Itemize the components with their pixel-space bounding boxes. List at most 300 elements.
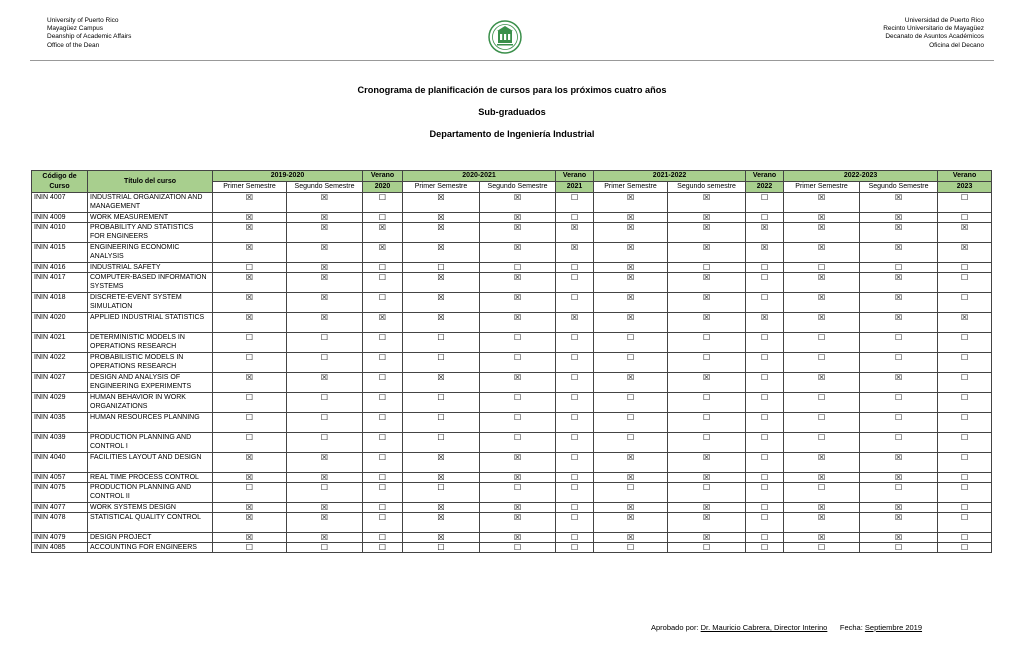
checked-checkbox-icon: ☒	[403, 193, 480, 213]
course-row	[32, 543, 992, 553]
course-title: DISCRETE-EVENT SYSTEM SIMULATION	[88, 293, 213, 313]
checked-checkbox-icon: ☒	[213, 533, 287, 543]
document-subtitle-level: Sub-graduados	[478, 107, 546, 117]
year-header: 2019-2020	[213, 171, 363, 182]
unchecked-checkbox-icon: ☐	[556, 473, 594, 483]
unchecked-checkbox-icon: ☐	[556, 353, 594, 373]
summer-header: Verano	[746, 171, 784, 182]
unchecked-checkbox-icon: ☐	[784, 353, 860, 373]
unchecked-checkbox-icon: ☐	[938, 413, 992, 433]
course-row	[32, 353, 992, 373]
summer-header: Verano	[556, 171, 594, 182]
unchecked-checkbox-icon: ☐	[556, 393, 594, 413]
unchecked-checkbox-icon: ☐	[480, 413, 556, 433]
checked-checkbox-icon: ☒	[594, 193, 668, 213]
unchecked-checkbox-icon: ☐	[556, 483, 594, 503]
year-header: 2022-2023	[784, 171, 938, 182]
unchecked-checkbox-icon: ☐	[860, 433, 938, 453]
unchecked-checkbox-icon: ☐	[213, 333, 287, 353]
course-schedule-table	[31, 170, 992, 553]
checked-checkbox-icon: ☒	[213, 453, 287, 473]
course-row	[32, 513, 992, 533]
checked-checkbox-icon: ☒	[403, 503, 480, 513]
checked-checkbox-icon: ☒	[594, 243, 668, 263]
unchecked-checkbox-icon: ☐	[287, 433, 363, 453]
unchecked-checkbox-icon: ☐	[403, 483, 480, 503]
checked-checkbox-icon: ☒	[287, 503, 363, 513]
unchecked-checkbox-icon: ☐	[938, 473, 992, 483]
unchecked-checkbox-icon: ☐	[746, 483, 784, 503]
checked-checkbox-icon: ☒	[668, 223, 746, 243]
unchecked-checkbox-icon: ☐	[480, 483, 556, 503]
checked-checkbox-icon: ☒	[668, 453, 746, 473]
unchecked-checkbox-icon: ☐	[938, 273, 992, 293]
checked-checkbox-icon: ☒	[668, 213, 746, 223]
course-title: PRODUCTION PLANNING AND CONTROL I	[88, 433, 213, 453]
checked-checkbox-icon: ☒	[784, 223, 860, 243]
course-title: REAL TIME PROCESS CONTROL	[88, 473, 213, 483]
checked-checkbox-icon: ☒	[860, 273, 938, 293]
checked-checkbox-icon: ☒	[746, 313, 784, 333]
unchecked-checkbox-icon: ☐	[938, 373, 992, 393]
header-left-line: Office of the Dean	[47, 41, 100, 49]
unchecked-checkbox-icon: ☐	[213, 413, 287, 433]
checked-checkbox-icon: ☒	[594, 503, 668, 513]
checked-checkbox-icon: ☒	[938, 313, 992, 333]
checked-checkbox-icon: ☒	[287, 453, 363, 473]
unchecked-checkbox-icon: ☐	[746, 293, 784, 313]
course-code: ININ 4010	[32, 223, 88, 243]
checked-checkbox-icon: ☒	[594, 223, 668, 243]
summer-year-header: 2023	[938, 182, 992, 193]
semester-header: Primer Semestre	[213, 182, 287, 193]
course-code: ININ 4016	[32, 263, 88, 273]
header-left-line: Deanship of Academic Affairs	[47, 33, 132, 41]
checked-checkbox-icon: ☒	[556, 243, 594, 263]
course-row	[32, 373, 992, 393]
unchecked-checkbox-icon: ☐	[556, 373, 594, 393]
checked-checkbox-icon: ☒	[556, 313, 594, 333]
unchecked-checkbox-icon: ☐	[668, 263, 746, 273]
course-code: ININ 4029	[32, 393, 88, 413]
unchecked-checkbox-icon: ☐	[668, 483, 746, 503]
unchecked-checkbox-icon: ☐	[213, 263, 287, 273]
checked-checkbox-icon: ☒	[594, 513, 668, 533]
approved-by: Dr. Mauricio Cabrera, Director Interino	[700, 623, 828, 632]
course-title: DESIGN AND ANALYSIS OF ENGINEERING EXPERIMENTS	[88, 373, 213, 393]
unchecked-checkbox-icon: ☐	[403, 433, 480, 453]
unchecked-checkbox-icon: ☐	[860, 413, 938, 433]
unchecked-checkbox-icon: ☐	[480, 543, 556, 553]
checked-checkbox-icon: ☒	[784, 213, 860, 223]
checked-checkbox-icon: ☒	[860, 213, 938, 223]
course-row	[32, 533, 992, 543]
unchecked-checkbox-icon: ☐	[746, 393, 784, 413]
unchecked-checkbox-icon: ☐	[938, 353, 992, 373]
unchecked-checkbox-icon: ☐	[363, 213, 403, 223]
unchecked-checkbox-icon: ☐	[594, 413, 668, 433]
course-title: PROBABILITY AND STATISTICS FOR ENGINEERS	[88, 223, 213, 243]
unchecked-checkbox-icon: ☐	[668, 333, 746, 353]
course-title: WORK SYSTEMS DESIGN	[88, 503, 213, 513]
checked-checkbox-icon: ☒	[213, 313, 287, 333]
unchecked-checkbox-icon: ☐	[556, 273, 594, 293]
semester-header: Primer Semestre	[403, 182, 480, 193]
unchecked-checkbox-icon: ☐	[403, 393, 480, 413]
unchecked-checkbox-icon: ☐	[746, 453, 784, 473]
summer-header: Verano	[363, 171, 403, 182]
checked-checkbox-icon: ☒	[668, 193, 746, 213]
course-code: ININ 4009	[32, 213, 88, 223]
course-code: ININ 4078	[32, 513, 88, 533]
unchecked-checkbox-icon: ☐	[213, 393, 287, 413]
unchecked-checkbox-icon: ☐	[403, 413, 480, 433]
course-code: ININ 4077	[32, 503, 88, 513]
course-title: STATISTICAL QUALITY CONTROL	[88, 513, 213, 533]
unchecked-checkbox-icon: ☐	[480, 333, 556, 353]
unchecked-checkbox-icon: ☐	[668, 353, 746, 373]
course-row	[32, 313, 992, 333]
checked-checkbox-icon: ☒	[480, 223, 556, 243]
checked-checkbox-icon: ☒	[594, 473, 668, 483]
checked-checkbox-icon: ☒	[213, 473, 287, 483]
course-title: COMPUTER-BASED INFORMATION SYSTEMS	[88, 273, 213, 293]
unchecked-checkbox-icon: ☐	[556, 293, 594, 313]
approval-footer	[651, 623, 922, 632]
checked-checkbox-icon: ☒	[668, 243, 746, 263]
unchecked-checkbox-icon: ☐	[938, 193, 992, 213]
checked-checkbox-icon: ☒	[668, 313, 746, 333]
unchecked-checkbox-icon: ☐	[403, 543, 480, 553]
course-row	[32, 333, 992, 353]
unchecked-checkbox-icon: ☐	[556, 193, 594, 213]
course-code: ININ 4027	[32, 373, 88, 393]
unchecked-checkbox-icon: ☐	[784, 543, 860, 553]
header-left-line: Mayagüez Campus	[47, 25, 103, 33]
unchecked-checkbox-icon: ☐	[746, 543, 784, 553]
unchecked-checkbox-icon: ☐	[594, 393, 668, 413]
semester-header: Segundo Semestre	[287, 182, 363, 193]
course-code: ININ 4021	[32, 333, 88, 353]
checked-checkbox-icon: ☒	[480, 473, 556, 483]
unchecked-checkbox-icon: ☐	[556, 333, 594, 353]
checked-checkbox-icon: ☒	[287, 473, 363, 483]
course-code: ININ 4007	[32, 193, 88, 213]
checked-checkbox-icon: ☒	[668, 473, 746, 483]
unchecked-checkbox-icon: ☐	[938, 263, 992, 273]
checked-checkbox-icon: ☒	[403, 313, 480, 333]
checked-checkbox-icon: ☒	[287, 373, 363, 393]
checked-checkbox-icon: ☒	[287, 243, 363, 263]
course-row	[32, 393, 992, 413]
course-code: ININ 4020	[32, 313, 88, 333]
document-subtitle-department: Departamento de Ingeniería Industrial	[429, 129, 595, 139]
checked-checkbox-icon: ☒	[594, 533, 668, 543]
unchecked-checkbox-icon: ☐	[746, 353, 784, 373]
unchecked-checkbox-icon: ☐	[784, 333, 860, 353]
unchecked-checkbox-icon: ☐	[363, 393, 403, 413]
checked-checkbox-icon: ☒	[480, 273, 556, 293]
course-row	[32, 213, 992, 223]
checked-checkbox-icon: ☒	[594, 373, 668, 393]
checked-checkbox-icon: ☒	[403, 533, 480, 543]
checked-checkbox-icon: ☒	[860, 473, 938, 483]
checked-checkbox-icon: ☒	[938, 223, 992, 243]
checked-checkbox-icon: ☒	[556, 223, 594, 243]
checked-checkbox-icon: ☒	[668, 513, 746, 533]
checked-checkbox-icon: ☒	[480, 513, 556, 533]
checked-checkbox-icon: ☒	[480, 453, 556, 473]
checked-checkbox-icon: ☒	[480, 503, 556, 513]
checked-checkbox-icon: ☒	[668, 373, 746, 393]
unchecked-checkbox-icon: ☐	[746, 333, 784, 353]
checked-checkbox-icon: ☒	[784, 503, 860, 513]
checked-checkbox-icon: ☒	[403, 293, 480, 313]
unchecked-checkbox-icon: ☐	[938, 433, 992, 453]
column-header-title: Título del curso	[88, 171, 213, 193]
checked-checkbox-icon: ☒	[213, 513, 287, 533]
unchecked-checkbox-icon: ☐	[860, 483, 938, 503]
course-title: HUMAN RESOURCES PLANNING	[88, 413, 213, 433]
unchecked-checkbox-icon: ☐	[556, 263, 594, 273]
course-row	[32, 413, 992, 433]
unchecked-checkbox-icon: ☐	[287, 393, 363, 413]
unchecked-checkbox-icon: ☐	[860, 353, 938, 373]
checked-checkbox-icon: ☒	[746, 243, 784, 263]
course-code: ININ 4057	[32, 473, 88, 483]
unchecked-checkbox-icon: ☐	[556, 453, 594, 473]
unchecked-checkbox-icon: ☐	[938, 503, 992, 513]
year-header: 2020-2021	[403, 171, 556, 182]
checked-checkbox-icon: ☒	[784, 373, 860, 393]
unchecked-checkbox-icon: ☐	[363, 353, 403, 373]
checked-checkbox-icon: ☒	[287, 263, 363, 273]
course-code: ININ 4039	[32, 433, 88, 453]
unchecked-checkbox-icon: ☐	[213, 353, 287, 373]
checked-checkbox-icon: ☒	[287, 193, 363, 213]
unchecked-checkbox-icon: ☐	[938, 483, 992, 503]
checked-checkbox-icon: ☒	[213, 213, 287, 223]
unchecked-checkbox-icon: ☐	[668, 433, 746, 453]
course-title: ACCOUNTING FOR ENGINEERS	[88, 543, 213, 553]
unchecked-checkbox-icon: ☐	[746, 503, 784, 513]
checked-checkbox-icon: ☒	[860, 533, 938, 543]
checked-checkbox-icon: ☒	[480, 193, 556, 213]
unchecked-checkbox-icon: ☐	[594, 333, 668, 353]
checked-checkbox-icon: ☒	[287, 533, 363, 543]
checked-checkbox-icon: ☒	[287, 213, 363, 223]
header-right-block	[883, 17, 984, 50]
course-title: WORK MEASUREMENT	[88, 213, 213, 223]
unchecked-checkbox-icon: ☐	[480, 433, 556, 453]
unchecked-checkbox-icon: ☐	[938, 513, 992, 533]
unchecked-checkbox-icon: ☐	[480, 263, 556, 273]
unchecked-checkbox-icon: ☐	[860, 543, 938, 553]
checked-checkbox-icon: ☒	[860, 243, 938, 263]
checked-checkbox-icon: ☒	[784, 193, 860, 213]
course-title: PROBABILISTIC MODELS IN OPERATIONS RESEARCH	[88, 353, 213, 373]
course-code: ININ 4035	[32, 413, 88, 433]
unchecked-checkbox-icon: ☐	[746, 433, 784, 453]
unchecked-checkbox-icon: ☐	[556, 513, 594, 533]
checked-checkbox-icon: ☒	[860, 313, 938, 333]
checked-checkbox-icon: ☒	[287, 513, 363, 533]
unchecked-checkbox-icon: ☐	[287, 543, 363, 553]
unchecked-checkbox-icon: ☐	[556, 213, 594, 223]
checked-checkbox-icon: ☒	[287, 273, 363, 293]
course-code: ININ 4015	[32, 243, 88, 263]
course-title: DESIGN PROJECT	[88, 533, 213, 543]
checked-checkbox-icon: ☒	[594, 453, 668, 473]
unchecked-checkbox-icon: ☐	[784, 393, 860, 413]
unchecked-checkbox-icon: ☐	[363, 453, 403, 473]
unchecked-checkbox-icon: ☐	[860, 393, 938, 413]
unchecked-checkbox-icon: ☐	[746, 413, 784, 433]
header-right-line: Universidad de Puerto Rico	[904, 17, 984, 24]
checked-checkbox-icon: ☒	[594, 293, 668, 313]
course-code: ININ 4079	[32, 533, 88, 543]
unchecked-checkbox-icon: ☐	[363, 293, 403, 313]
course-row	[32, 453, 992, 473]
checked-checkbox-icon: ☒	[213, 503, 287, 513]
checked-checkbox-icon: ☒	[213, 223, 287, 243]
checked-checkbox-icon: ☒	[784, 453, 860, 473]
unchecked-checkbox-icon: ☐	[363, 503, 403, 513]
summer-year-header: 2021	[556, 182, 594, 193]
checked-checkbox-icon: ☒	[403, 473, 480, 483]
course-row	[32, 503, 992, 513]
course-row	[32, 243, 992, 263]
unchecked-checkbox-icon: ☐	[363, 273, 403, 293]
checked-checkbox-icon: ☒	[784, 273, 860, 293]
unchecked-checkbox-icon: ☐	[746, 263, 784, 273]
unchecked-checkbox-icon: ☐	[594, 483, 668, 503]
header-right-line: Oficina del Decano	[929, 41, 984, 49]
course-row	[32, 273, 992, 293]
checked-checkbox-icon: ☒	[594, 313, 668, 333]
checked-checkbox-icon: ☒	[668, 533, 746, 543]
checked-checkbox-icon: ☒	[403, 213, 480, 223]
course-title: HUMAN BEHAVIOR IN WORK ORGANIZATIONS	[88, 393, 213, 413]
document-title: Cronograma de planificación de cursos para los próximos cuatro años	[357, 85, 667, 95]
unchecked-checkbox-icon: ☐	[746, 193, 784, 213]
unchecked-checkbox-icon: ☐	[784, 263, 860, 273]
checked-checkbox-icon: ☒	[287, 293, 363, 313]
course-code: ININ 4022	[32, 353, 88, 373]
course-title: PRODUCTION PLANNING AND CONTROL II	[88, 483, 213, 503]
course-code: ININ 4085	[32, 543, 88, 553]
unchecked-checkbox-icon: ☐	[480, 353, 556, 373]
unchecked-checkbox-icon: ☐	[938, 393, 992, 413]
unchecked-checkbox-icon: ☐	[784, 483, 860, 503]
course-code: ININ 4017	[32, 273, 88, 293]
semester-header: Primer Semestre	[784, 182, 860, 193]
summer-header: Verano	[938, 171, 992, 182]
unchecked-checkbox-icon: ☐	[668, 393, 746, 413]
year-header: 2021-2022	[594, 171, 746, 182]
course-rows	[32, 193, 992, 553]
checked-checkbox-icon: ☒	[480, 313, 556, 333]
unchecked-checkbox-icon: ☐	[363, 193, 403, 213]
approval-date: Septiembre 2019	[864, 623, 923, 632]
checked-checkbox-icon: ☒	[594, 273, 668, 293]
unchecked-checkbox-icon: ☐	[403, 263, 480, 273]
course-title: APPLIED INDUSTRIAL STATISTICS	[88, 313, 213, 333]
checked-checkbox-icon: ☒	[213, 193, 287, 213]
course-title: ENGINEERING ECONOMIC ANALYSIS	[88, 243, 213, 263]
course-row	[32, 193, 992, 213]
checked-checkbox-icon: ☒	[860, 373, 938, 393]
checked-checkbox-icon: ☒	[480, 293, 556, 313]
checked-checkbox-icon: ☒	[668, 273, 746, 293]
course-title: FACILITIES LAYOUT AND DESIGN	[88, 453, 213, 473]
checked-checkbox-icon: ☒	[403, 513, 480, 533]
unchecked-checkbox-icon: ☐	[594, 543, 668, 553]
unchecked-checkbox-icon: ☐	[938, 293, 992, 313]
unchecked-checkbox-icon: ☐	[746, 273, 784, 293]
summer-year-header: 2022	[746, 182, 784, 193]
header-left-line: University of Puerto Rico	[47, 17, 119, 24]
checked-checkbox-icon: ☒	[213, 273, 287, 293]
unchecked-checkbox-icon: ☐	[668, 413, 746, 433]
unchecked-checkbox-icon: ☐	[213, 433, 287, 453]
checked-checkbox-icon: ☒	[746, 223, 784, 243]
checked-checkbox-icon: ☒	[213, 293, 287, 313]
unchecked-checkbox-icon: ☐	[363, 533, 403, 543]
checked-checkbox-icon: ☒	[594, 213, 668, 223]
course-title: INDUSTRIAL ORGANIZATION AND MANAGEMENT	[88, 193, 213, 213]
approved-label: Aprobado por:	[651, 623, 699, 632]
unchecked-checkbox-icon: ☐	[213, 543, 287, 553]
checked-checkbox-icon: ☒	[784, 243, 860, 263]
checked-checkbox-icon: ☒	[363, 223, 403, 243]
unchecked-checkbox-icon: ☐	[363, 333, 403, 353]
university-seal-icon	[488, 18, 522, 56]
unchecked-checkbox-icon: ☐	[594, 353, 668, 373]
checked-checkbox-icon: ☒	[784, 513, 860, 533]
summer-year-header: 2020	[363, 182, 403, 193]
unchecked-checkbox-icon: ☐	[363, 413, 403, 433]
semester-header: Segundo Semestre	[860, 182, 938, 193]
unchecked-checkbox-icon: ☐	[556, 433, 594, 453]
checked-checkbox-icon: ☒	[860, 223, 938, 243]
course-title: DETERMINISTIC MODELS IN OPERATIONS RESEARCH	[88, 333, 213, 353]
unchecked-checkbox-icon: ☐	[363, 263, 403, 273]
unchecked-checkbox-icon: ☐	[746, 213, 784, 223]
checked-checkbox-icon: ☒	[480, 373, 556, 393]
unchecked-checkbox-icon: ☐	[556, 543, 594, 553]
unchecked-checkbox-icon: ☐	[938, 453, 992, 473]
checked-checkbox-icon: ☒	[403, 243, 480, 263]
column-header-code: Código de Curso	[32, 171, 88, 193]
unchecked-checkbox-icon: ☐	[363, 373, 403, 393]
unchecked-checkbox-icon: ☐	[363, 483, 403, 503]
unchecked-checkbox-icon: ☐	[287, 353, 363, 373]
unchecked-checkbox-icon: ☐	[556, 533, 594, 543]
checked-checkbox-icon: ☒	[668, 503, 746, 513]
checked-checkbox-icon: ☒	[213, 373, 287, 393]
course-row	[32, 473, 992, 483]
checked-checkbox-icon: ☒	[860, 503, 938, 513]
header-right-line: Recinto Universitario de Mayagüez	[883, 25, 984, 33]
unchecked-checkbox-icon: ☐	[480, 393, 556, 413]
checked-checkbox-icon: ☒	[403, 373, 480, 393]
checked-checkbox-icon: ☒	[784, 293, 860, 313]
course-code: ININ 4040	[32, 453, 88, 473]
course-code: ININ 4018	[32, 293, 88, 313]
semester-header: Segundo semestre	[668, 182, 746, 193]
checked-checkbox-icon: ☒	[860, 193, 938, 213]
